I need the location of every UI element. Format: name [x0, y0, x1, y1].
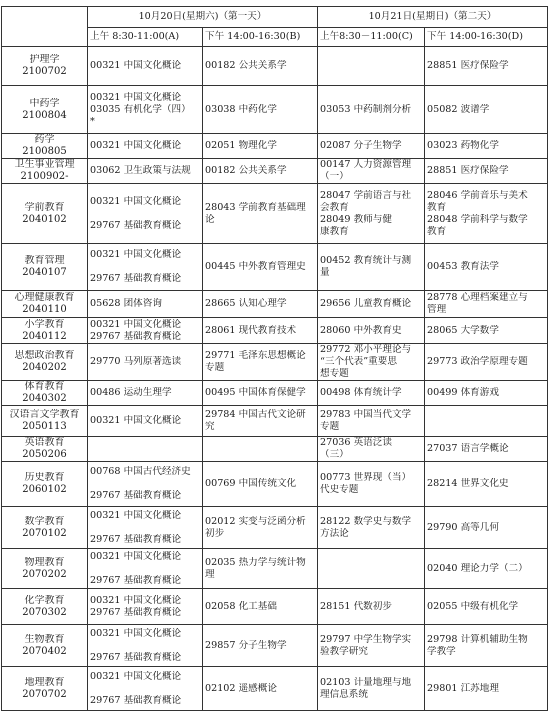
major-name: 物理教育 — [24, 556, 65, 568]
course-line: 03053 中药制剂分析 — [320, 103, 412, 115]
major-cell — [2, 462, 88, 507]
major-code: 2040202 — [22, 362, 67, 373]
major-code: 2040302 — [22, 393, 67, 404]
course-line: 28060 中外教育史 — [320, 324, 402, 336]
major-code: 2060102 — [22, 484, 67, 495]
course-line: 28043 学前教育基础理 — [205, 201, 306, 213]
course-line: 05628 团体咨询 — [90, 298, 162, 309]
session-d-cell — [425, 184, 548, 244]
major-code: 2040110 — [22, 304, 67, 315]
session-d-cell — [425, 437, 548, 462]
major-cell — [2, 318, 88, 344]
session-a-cell — [88, 244, 203, 291]
session-a-cell — [88, 589, 203, 625]
major-name: 英语教育 — [24, 437, 65, 448]
major-code: 2040112 — [22, 330, 67, 342]
session-a-cell — [88, 318, 203, 344]
session-a-cell — [88, 291, 203, 318]
session-a-cell — [88, 549, 203, 589]
course-line: 02102 遥感概论 — [205, 682, 277, 694]
course-line: 28778 心理档案建立与 — [427, 292, 528, 303]
session-a-cell — [88, 667, 203, 711]
session-a-cell — [88, 184, 203, 244]
course-line: （三） — [320, 449, 349, 460]
course-line: 29767 基础教育概论 — [90, 490, 182, 501]
course-line: 理 — [205, 568, 215, 580]
course-line: 00499 体育游戏 — [427, 387, 499, 398]
major-name: 数学教育 — [24, 515, 65, 527]
session-a-cell — [88, 86, 203, 134]
course-line — [90, 261, 200, 273]
schedule-row — [2, 184, 548, 244]
session-d-header: 下午 14:00-16:30(D) — [425, 28, 548, 47]
session-c-cell — [318, 184, 425, 244]
session-c-cell — [318, 318, 425, 344]
course-line — [90, 683, 200, 695]
course-line: 02058 化工基础 — [205, 600, 277, 612]
major-code: 2100804 — [22, 109, 67, 121]
course-line: 27037 语言学概论 — [427, 443, 509, 454]
session-a-cell — [88, 625, 203, 667]
course-line: 29767 基础教育概论 — [90, 574, 182, 586]
major-name: 中药学 — [29, 97, 60, 109]
course-line: 28151 代数初步 — [320, 600, 392, 612]
major-name: 体育教育 — [24, 381, 65, 392]
course-line: 00321 中国文化概论 — [90, 415, 182, 426]
course-line: 00321 中国文化概论 — [90, 195, 182, 207]
session-d-cell — [425, 625, 548, 667]
course-line: 03038 中药化学 — [205, 103, 277, 115]
course-line: 00321 中国文化概论 — [90, 509, 182, 521]
course-line: 00453 教育法学 — [427, 261, 499, 272]
major-cell — [2, 667, 88, 711]
session-c-cell — [318, 549, 425, 589]
major-name: 教育管理 — [24, 255, 65, 266]
course-line — [90, 563, 200, 575]
course-line: 28851 医疗保险学 — [427, 60, 509, 71]
course-line: 29857 分子生物学 — [205, 639, 287, 651]
course-line: 究 — [205, 421, 215, 432]
schedule-row — [2, 344, 548, 381]
course-line: 方法论 — [320, 527, 349, 539]
course-line: 28048 学前科学与数学 — [427, 213, 528, 225]
major-code: 2100805 — [22, 146, 67, 157]
session-c-cell — [318, 134, 425, 159]
course-line: 00321 中国文化概论 — [90, 60, 182, 71]
course-line: 28122 数学史与数学 — [320, 515, 412, 527]
course-line: 29767 基础教育概论 — [90, 651, 182, 663]
major-name: 思想政治教育 — [14, 350, 75, 361]
major-cell — [2, 159, 88, 184]
course-line: 00486 运动生理学 — [90, 387, 172, 398]
session-d-cell — [425, 381, 548, 406]
course-line: 28049 教师与健 — [320, 213, 392, 225]
session-b-cell — [203, 507, 318, 549]
session-b-cell — [203, 589, 318, 625]
course-line: 05082 波谱学 — [427, 103, 490, 115]
course-line: 00321 中国文化概论 — [90, 550, 182, 562]
day-1-header: 10月20日(星期六)（第一天） — [88, 7, 318, 28]
major-code: 2070202 — [22, 568, 67, 580]
major-cell — [2, 291, 88, 318]
schedule-row — [2, 86, 548, 134]
schedule-row — [2, 244, 548, 291]
major-cell — [2, 381, 88, 406]
course-line — [90, 640, 200, 652]
session-c-cell — [318, 667, 425, 711]
session-a-cell — [88, 406, 203, 437]
session-d-cell — [425, 667, 548, 711]
course-line: 02040 理论力学（二） — [427, 562, 528, 574]
schedule-row — [2, 159, 548, 184]
session-b-cell — [203, 381, 318, 406]
major-code: 2100702 — [22, 66, 67, 77]
major-name: 心理健康教育 — [14, 292, 75, 303]
session-c-cell — [318, 159, 425, 184]
course-line: 00321 中国文化概论 — [90, 249, 182, 260]
session-c-cell — [318, 86, 425, 134]
course-line: 想专题 — [320, 368, 349, 379]
course-line: 29772 邓小平理论与 — [320, 344, 412, 355]
day-header-row — [2, 7, 548, 28]
major-cell — [2, 47, 88, 86]
major-code: 2040107 — [22, 267, 67, 278]
session-a-cell — [88, 381, 203, 406]
major-name: 小学教育 — [24, 318, 65, 330]
major-name: 历史教育 — [24, 472, 65, 483]
course-line: 00321 中国文化概论 — [90, 670, 182, 682]
course-line: 00321 中国文化概论 — [90, 91, 182, 103]
course-line: 29790 高等几何 — [427, 521, 499, 533]
session-d-cell — [425, 159, 548, 184]
course-line: 00773 世界现（当） — [320, 472, 412, 483]
course-line: 论 — [205, 213, 215, 225]
session-a-cell — [88, 159, 203, 184]
major-cell — [2, 184, 88, 244]
course-line: 29784 中国古代文论研 — [205, 409, 306, 420]
major-cell — [2, 507, 88, 549]
session-c-cell — [318, 437, 425, 462]
course-line: 28214 世界文化史 — [427, 478, 509, 489]
schedule-row — [2, 589, 548, 625]
course-line: 02035 热力学与统计物 — [205, 556, 306, 568]
course-line: （一） — [320, 171, 349, 182]
course-line: 29767 基础教育概论 — [90, 330, 182, 342]
course-line: 29767 基础教育概论 — [90, 694, 182, 706]
major-name: 生物教育 — [24, 633, 65, 645]
course-line: 29767 基础教育概论 — [90, 606, 182, 618]
session-b-cell — [203, 344, 318, 381]
schedule-row — [2, 47, 548, 86]
course-line: 教育 — [427, 225, 447, 237]
course-line: 00321 中国文化概论 — [90, 627, 182, 639]
session-c-cell — [318, 507, 425, 549]
course-line: 验教学研究 — [320, 645, 368, 657]
session-b-cell — [203, 47, 318, 86]
major-cell — [2, 244, 88, 291]
session-c-cell — [318, 589, 425, 625]
course-line: 29767 基础教育概论 — [90, 219, 182, 231]
session-d-cell — [425, 462, 548, 507]
course-line: 会教育 — [320, 201, 349, 213]
course-line: 00495 中国体育保健学 — [205, 387, 306, 398]
course-line: 03062 卫生政策与法规 — [90, 165, 191, 176]
course-line: 29767 基础教育概论 — [90, 533, 182, 545]
session-d-cell — [425, 406, 548, 437]
session-b-cell — [203, 291, 318, 318]
course-line: 28061 现代教育技术 — [205, 324, 297, 336]
session-a-cell — [88, 47, 203, 86]
course-line: 理信息系统 — [320, 688, 368, 700]
course-line: 专题 — [320, 421, 340, 432]
session-c-cell — [318, 462, 425, 507]
session-a-header: 上午 8:30-11:00(A) — [88, 28, 203, 47]
course-line: 03035 有机化学（四） — [90, 103, 191, 115]
schedule-row — [2, 291, 548, 318]
course-line: 00321 中国文化概论 — [90, 318, 182, 330]
session-b-cell — [203, 318, 318, 344]
course-line: 28665 认知心理学 — [205, 298, 287, 309]
course-line: 02012 实变与泛函分析 — [205, 515, 306, 527]
course-line: * — [90, 115, 95, 127]
session-b-cell — [203, 159, 318, 184]
exam-schedule-table — [1, 6, 548, 711]
course-line: 02103 计量地理与地 — [320, 676, 412, 688]
course-line: 00182 公共关系学 — [205, 60, 287, 71]
course-line: 00147 人力资源管理 — [320, 159, 412, 170]
session-b-cell — [203, 184, 318, 244]
schedule-row — [2, 318, 548, 344]
major-name: 学前教育 — [24, 201, 65, 213]
major-name: 药学 — [34, 134, 55, 145]
course-line: “三个代表”重要思 — [320, 356, 397, 367]
session-d-cell — [425, 589, 548, 625]
course-line: 00321 中国文化概论 — [90, 594, 182, 606]
major-cell — [2, 86, 88, 134]
schedule-row — [2, 625, 548, 667]
course-line: 00769 中国传统文化 — [205, 478, 297, 489]
major-cell — [2, 625, 88, 667]
course-line: 29770 马列原著选读 — [90, 356, 182, 367]
major-cell — [2, 549, 88, 589]
major-cell — [2, 134, 88, 159]
major-name: 汉语言文学教育 — [9, 409, 80, 420]
session-b-cell — [203, 625, 318, 667]
course-line: 量 — [320, 267, 330, 278]
session-c-cell — [318, 244, 425, 291]
major-name: 卫生事业管理 — [14, 159, 75, 170]
course-line: 代史专题 — [320, 484, 359, 495]
course-line: 02087 分子生物学 — [320, 140, 402, 151]
course-line: 29798 计算机辅助生物 — [427, 633, 528, 645]
session-a-cell — [88, 344, 203, 381]
session-b-cell — [203, 86, 318, 134]
course-line: 28065 大学数学 — [427, 324, 499, 336]
major-name: 护理学 — [29, 54, 60, 65]
course-line: 29771 毛泽东思想概论 — [205, 350, 306, 361]
schedule-row — [2, 406, 548, 437]
session-c-cell — [318, 625, 425, 667]
schedule-row — [2, 134, 548, 159]
course-line: 00182 公共关系学 — [205, 165, 287, 176]
session-a-cell — [88, 134, 203, 159]
major-cell — [2, 344, 88, 381]
session-b-cell — [203, 462, 318, 507]
major-code: 2040102 — [22, 213, 67, 225]
course-line — [90, 208, 200, 220]
course-line: 00445 中外教育管理史 — [205, 261, 306, 272]
session-b-cell — [203, 667, 318, 711]
session-a-cell — [88, 507, 203, 549]
session-c-header: 上午8:30－11:00(C) — [318, 28, 425, 47]
course-line: 00498 体育统计学 — [320, 387, 402, 398]
course-line: 初步 — [205, 527, 225, 539]
course-line: 02055 中级有机化学 — [427, 600, 519, 612]
session-b-cell — [203, 437, 318, 462]
course-line: 教育 — [427, 201, 447, 213]
session-c-cell — [318, 381, 425, 406]
course-line: 00768 中国古代经济史 — [90, 466, 191, 477]
course-line: 00321 中国文化概论 — [90, 140, 182, 151]
course-line: 康教育 — [320, 225, 349, 237]
major-cell — [2, 406, 88, 437]
major-code: 2050206 — [22, 449, 67, 460]
session-c-cell — [318, 406, 425, 437]
major-code: 2070102 — [22, 527, 67, 539]
corner-cell — [2, 7, 88, 47]
session-d-cell — [425, 507, 548, 549]
course-line — [90, 522, 200, 534]
schedule-row — [2, 667, 548, 711]
day-2-header: 10月21日(星期日)（第二天） — [318, 7, 548, 28]
course-line: 03023 药物化学 — [427, 140, 499, 151]
session-b-header: 下午 14:00-16:30(B) — [203, 28, 318, 47]
schedule-row — [2, 462, 548, 507]
course-line: 29773 政治学原理专题 — [427, 356, 528, 367]
schedule-row — [2, 437, 548, 462]
course-line: 28851 医疗保险学 — [427, 165, 509, 176]
course-line: 28047 学前语言与社 — [320, 189, 412, 201]
session-d-cell — [425, 134, 548, 159]
course-line: 29767 基础教育概论 — [90, 273, 182, 284]
session-d-cell — [425, 291, 548, 318]
session-c-cell — [318, 47, 425, 86]
session-b-cell — [203, 244, 318, 291]
major-name: 化学教育 — [24, 594, 65, 606]
course-line: 学教学 — [427, 645, 456, 657]
session-d-cell — [425, 549, 548, 589]
major-code: 2070402 — [22, 645, 67, 657]
course-line: 管理 — [427, 304, 447, 315]
course-line — [90, 478, 200, 490]
session-a-cell — [88, 462, 203, 507]
major-code: 2100902- — [20, 171, 69, 182]
session-d-cell — [425, 47, 548, 86]
schedule-row — [2, 549, 548, 589]
session-d-cell — [425, 244, 548, 291]
course-line: 00452 教育统计与测 — [320, 255, 412, 266]
course-line: 29783 中国当代文学 — [320, 409, 412, 420]
schedule-row — [2, 381, 548, 406]
schedule-row — [2, 507, 548, 549]
session-b-cell — [203, 134, 318, 159]
major-code: 2070702 — [22, 688, 67, 700]
major-code: 2070302 — [22, 606, 67, 618]
course-line: 28046 学前音乐与美术 — [427, 189, 528, 201]
session-b-cell — [203, 549, 318, 589]
course-line: 02051 物理化学 — [205, 140, 277, 151]
major-code: 2050113 — [22, 421, 67, 432]
course-line: 专题 — [205, 362, 225, 373]
session-c-cell — [318, 291, 425, 318]
session-a-cell — [88, 437, 203, 462]
session-d-cell — [425, 318, 548, 344]
course-line: 29656 儿童教育概论 — [320, 298, 412, 309]
session-c-cell — [318, 344, 425, 381]
session-d-cell — [425, 344, 548, 381]
major-name: 地理教育 — [24, 676, 65, 688]
major-cell — [2, 589, 88, 625]
session-d-cell — [425, 86, 548, 134]
course-line: 29797 中学生物学实 — [320, 633, 412, 645]
session-b-cell — [203, 406, 318, 437]
course-line: 29801 江苏地理 — [427, 682, 499, 694]
course-line: 27036 英语泛读 — [320, 437, 392, 448]
major-cell — [2, 437, 88, 462]
